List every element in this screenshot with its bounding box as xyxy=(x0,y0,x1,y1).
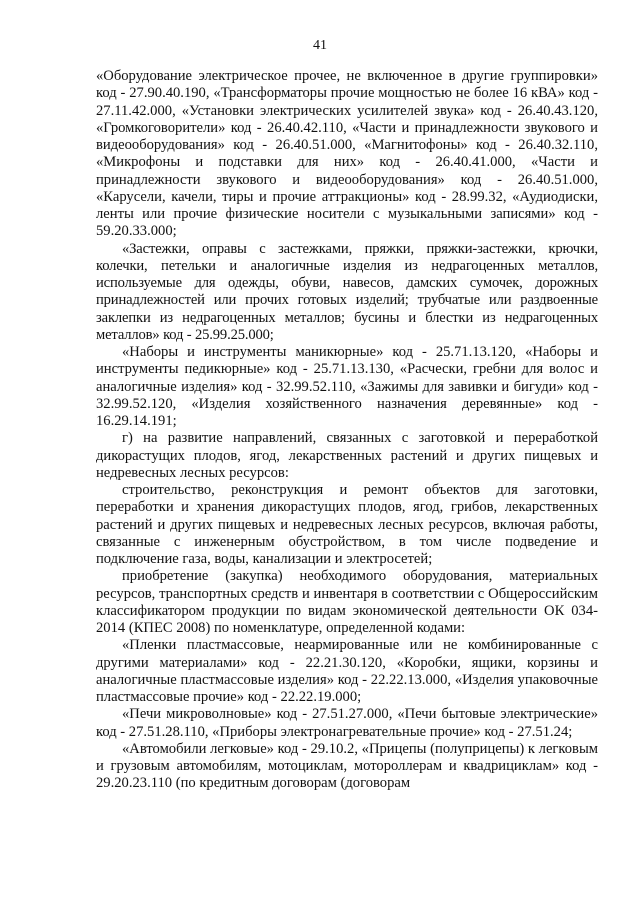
paragraph-procurement: приобретение (закупка) необходимого оборудования, материальных ресурсов, транспортных средств и инвентаря в соответствии с Общероссийским классификатором продукции по видам экономической деятельности ОК 034-2014 (КПЕС 2008) по номенклатуре, определенной кодами: xyxy=(96,568,598,636)
paragraph-construction: строительство, реконструкция и ремонт объектов для заготовки, переработки и хранения дикорастущих плодов, ягод, грибов, лекарственных растений и других пищевых и недревесных лесных ресурсов, включая работы, связанные с инженерным обустройством, в том числе подведение и подключение газа, воды, канализации и электросетей; xyxy=(96,482,598,567)
paragraph-manicure-codes: «Наборы и инструменты маникюрные» код - 25.71.13.120, «Наборы и инструменты педикюрные» код - 25.71.13.130, «Расчески, гребни для волос и аналогичные изделия» код - 32.99.52.110, «Зажимы для завивки и бигуди» код - 32.99.52.120, «Изделия хозяйственного назначения деревянные» код - 16.29.14.191; xyxy=(96,344,598,429)
paragraph-fasteners-codes: «Застежки, оправы с застежками, пряжки, пряжки-застежки, крючки, колечки, петельки и аналогичные изделия из недрагоценных металлов, используемые для одежды, обуви, навесов, дамских сумочек, дорожных принадлежностей или прочих готовых изделий; трубчатые или раздвоенные заклепки из недрагоценных металлов; бусины и блестки из недрагоценных металлов» код - 25.99.25.000; xyxy=(96,240,598,343)
document-body xyxy=(96,68,598,793)
paragraph-vehicles-codes: «Автомобили легковые» код - 29.10.2, «Прицепы (полуприцепы) к легковым и грузовым автомобилям, мотоциклам, мотороллерам и квадрициклам» код - 29.20.23.110 (по кредитным договорам (договорам xyxy=(96,740,598,792)
paragraph-ovens-codes: «Печи микроволновые» код - 27.51.27.000, «Печи бытовые электрические» код - 27.51.28.110, «Приборы электронагревательные прочие» код - 27.51.24; xyxy=(96,706,598,740)
paragraph-plastics-codes: «Пленки пластмассовые, неармированные или не комбинированные с другими материалами» код - 22.21.30.120, «Коробки, ящики, корзины и аналогичные пластмассовые изделия» код - 22.22.13.000, «Изделия упаковочные пластмассовые прочие» код - 22.22.19.000; xyxy=(96,637,598,705)
paragraph-equipment-codes: «Оборудование электрическое прочее, не включенное в другие группировки» код - 27.90.40.190, «Трансформаторы прочие мощностью не более 16 кВА» код - 27.11.42.000, «Установки электрических усилителей звука» код - 26.40.43.120, «Громкоговорители» код - 26.40.42.110, «Части и принадлежности звукового и видеооборудования» код - 26.40.51.000, «Магнитофоны» код - 26.40.32.110, «Микрофоны и подставки для них» код - 26.40.41.000, «Части и принадлежности звукового и видеооборудования» код - 26.40.51.000, «Карусели, качели, тиры и прочие аттракционы» код - 28.99.32, «Аудиодиски, ленты или прочие физические носители с музыкальными записями» код - 59.20.33.000; xyxy=(96,68,598,240)
paragraph-section-g: г) на развитие направлений, связанных с заготовкой и переработкой дикорастущих плодов, ягод, лекарственных растений и других пищевых и недревесных лесных ресурсов: xyxy=(96,430,598,481)
page-number: 41 xyxy=(313,38,327,53)
